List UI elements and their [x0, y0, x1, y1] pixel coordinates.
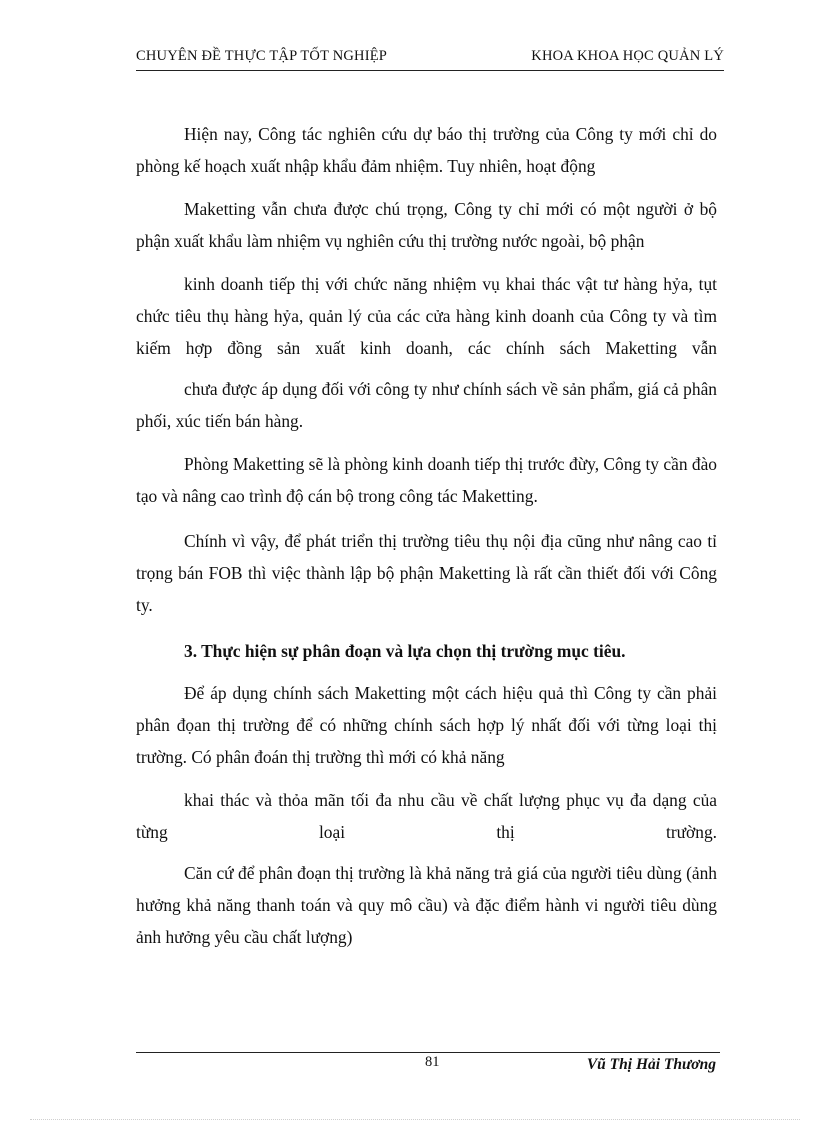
- paragraph: Chính vì vậy, để phát triển thị trường tiêu thụ nội địa cũng như nâng cao tỉ trọng bán FOB thì việc thành lập bộ phận Maketting là rất cần thiết đối với Công ty.: [136, 531, 717, 615]
- paragraph: Căn cứ để phân đoạn thị trường là khả năng trả giá của người tiêu dùng (ảnh hưởng khả năng thanh toán và quy mô cầu) và đặc điểm hành vi người tiêu dùng ảnh hưởng yêu cầu chất lượng): [136, 863, 717, 947]
- paragraph: Maketting vẫn chưa được chú trọng, Công ty chỉ mới có một người ở bộ phận xuất khẩu làm nhiệm vụ nghiên cứu thị trường nước ngoài, bộ phận: [136, 199, 717, 251]
- paragraph: khai thác và thỏa mãn tối đa nhu cầu về chất lượng phục vụ đa dạng của từng loại thị trường.: [136, 790, 717, 842]
- footer-rule: [136, 1052, 720, 1053]
- page-header: [136, 48, 724, 68]
- document-body: [136, 118, 717, 953]
- header-right-title: KHOA KHOA HỌC QUẢN LÝ: [531, 48, 724, 64]
- header-rule: [136, 70, 724, 71]
- author-name: Vũ Thị Hải Thương: [586, 1056, 716, 1073]
- paragraph: Hiện nay, Công tác nghiên cứu dự báo thị trường của Công ty mới chỉ do phòng kế hoạch xuất nhập khẩu đảm nhiệm. Tuy nhiên, hoạt động: [136, 124, 717, 176]
- paragraph: Để áp dụng chính sách Maketting một cách hiệu quả thì Công ty cần phải phân đọan thị trường để có những chính sách hợp lý nhất đối với từng loại thị trường. Có phân đoán thị trường thì mới có khả năng: [136, 683, 717, 767]
- paragraph: Phòng Maketting sẽ là phòng kinh doanh tiếp thị trước đừy, Công ty cần đào tạo và nâng cao trình độ cán bộ trong công tác Maketting.: [136, 454, 717, 506]
- section-heading: 3. Thực hiện sự phân đoạn và lựa chọn thị trường mục tiêu.: [184, 641, 626, 661]
- page-number: 81: [425, 1054, 440, 1070]
- page-bottom-border: [30, 1119, 800, 1120]
- paragraph: chưa được áp dụng đối với công ty như chính sách về sản phẩm, giá cả phân phối, xúc tiến bán hàng.: [136, 379, 717, 431]
- header-left-title: CHUYÊN ĐỀ THỰC TẬP TỐT NGHIỆP: [136, 48, 388, 64]
- paragraph: kinh doanh tiếp thị với chức năng nhiệm vụ khai thác vật tư hàng hỷa, tụt chức tiêu thụ hàng hỷa, quản lý của các cửa hàng kinh doanh của Công ty và tìm kiếm hợp đồng sản xuất kinh doanh, các chính sách Maketting vẫn: [136, 274, 717, 358]
